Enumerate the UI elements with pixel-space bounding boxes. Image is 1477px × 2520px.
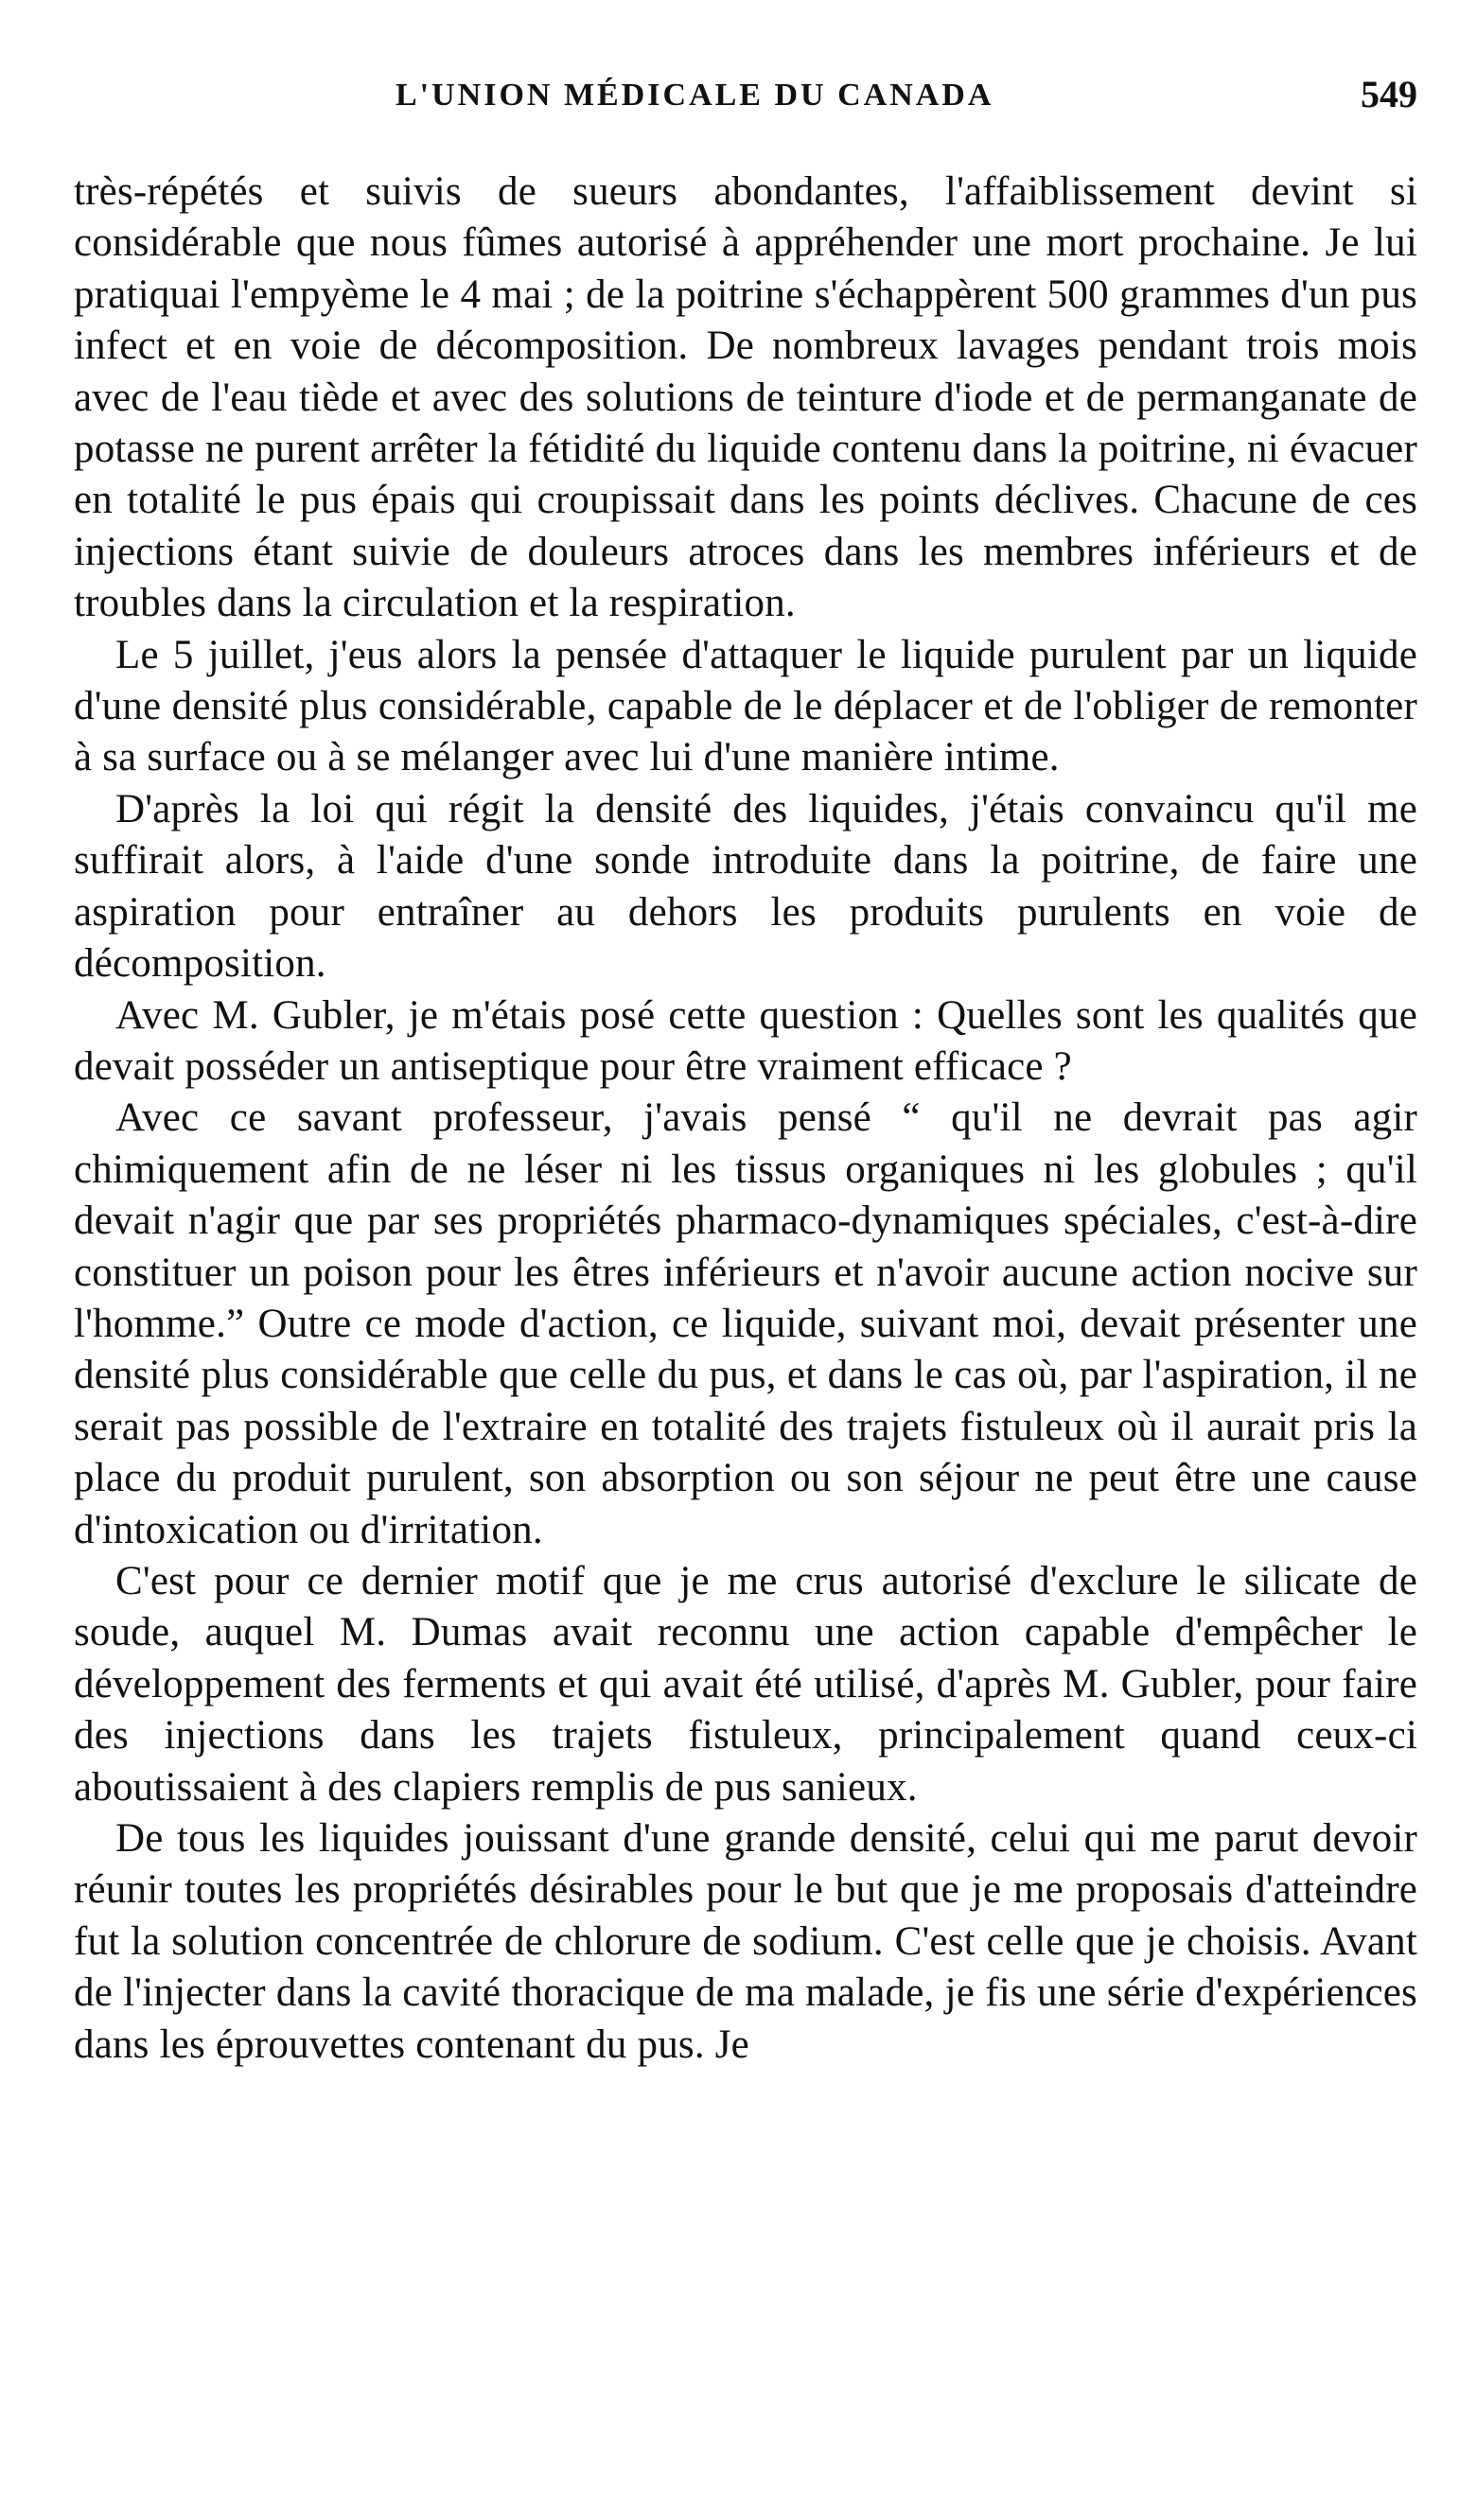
paragraph-1: très-répétés et suivis de sueurs abondantes, l'affaiblissement devint si considérable que nous fûmes autorisé à appréhender une mort prochaine. Je lui pratiquai l'empyème le 4 mai ; de la poitrine s'échappèrent 500 grammes d'un pus infect et en voie de décomposition. De nombreux lavages pendant trois mois avec de l'eau tiède et avec des solutions de teinture d'iode et de permanganate de potasse ne purent arrêter la fétidité du liquide contenu dans la poitrine, ni évacuer en totalité le pus épais qui croupissait dans les points déclives. Chacune de ces injections étant suivie de douleurs atroces dans les membres inférieurs et de troubles dans la circulation et la respiration. (74, 169, 1417, 626)
paragraph-3: D'après la loi qui régit la densité des liquides, j'étais convaincu qu'il me suffirait alors, à l'aide d'une sonde introduite dans la poitrine, de faire une aspiration pour entraîner au dehors les produits purulents en voie de décomposition. (74, 786, 1417, 987)
paragraph-5: Avec ce savant professeur, j'avais pensé “ qu'il ne devrait pas agir chimiquement afin de ne léser ni les tissus organiques ni les globules ; qu'il devait n'agir que par ses propriétés pharmaco-dynamiques spéciales, c'est-à-dire constituer un poison pour les êtres inférieurs et n'avoir aucune action nocive sur l'homme.” Outre ce mode d'action, ce liquide, suivant moi, devait présenter une densité plus considérable que celle du pus, et dans le cas où, par l'aspiration, il ne serait pas possible de l'extraire en totalité des trajets fistuleux où il aurait pris la place du produit purulent, son absorption ou son séjour ne peut être une cause d'intoxication ou d'irritation. (74, 1095, 1417, 1552)
page-number: 549 (1361, 73, 1417, 115)
paragraph-4: Avec M. Gubler, je m'étais posé cette question : Quelles sont les qualités que devait posséder un antiseptique pour être vraiment efficace ? (74, 992, 1417, 1089)
page-header (74, 66, 1417, 132)
paragraph-7: De tous les liquides jouissant d'une grande densité, celui qui me parut devoir réunir toutes les propriétés désirables pour le but que je me proposais d'atteindre fut la solution concentrée de chlorure de sodium. C'est celle que je choisis. Avant de l'injecter dans la cavité thoracique de ma malade, je fis une série d'expériences dans les éprouvettes contenant du pus. Je (74, 1816, 1417, 2067)
paragraph-2: Le 5 juillet, j'eus alors la pensée d'attaquer le liquide purulent par un liquide d'une densité plus considérable, capable de le déplacer et de l'obliger de remonter à sa surface ou à se mélanger avec lui d'une manière intime. (74, 632, 1417, 780)
paragraph-6: C'est pour ce dernier motif que je me crus autorisé d'exclure le silicate de soude, auquel M. Dumas avait reconnu une action capable d'empêcher le développement des ferments et qui avait été utilisé, d'après M. Gubler, pour faire des injections dans les trajets fistuleux, principalement quand ceux-ci aboutissaient à des clapiers remplis de pus sanieux. (74, 1558, 1417, 1810)
book-page (74, 66, 1417, 2071)
body-text (74, 166, 1417, 2071)
running-title: L'UNION MÉDICALE DU CANADA (396, 78, 994, 113)
